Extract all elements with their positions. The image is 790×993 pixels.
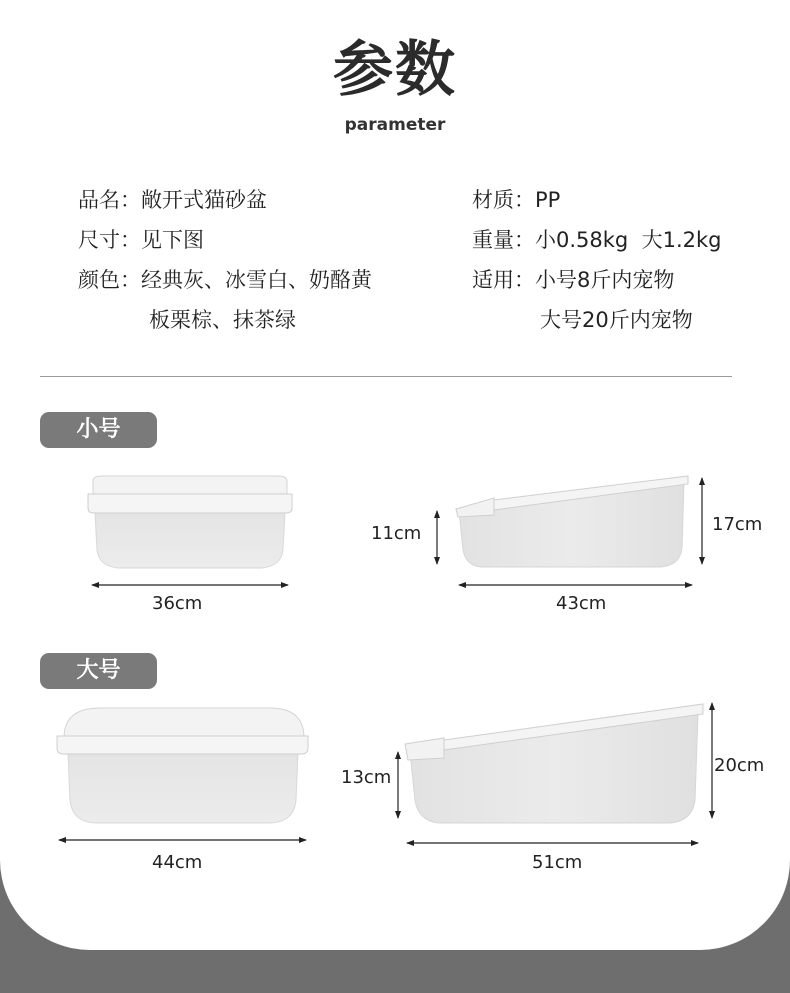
large-side-low-height-label: 13cm <box>341 767 392 788</box>
badge-small: 小号 <box>40 412 157 448</box>
spec-weight-label: 重量： <box>472 228 535 252</box>
large-side-length-label: 51cm <box>532 852 583 873</box>
small-front-box-illustration <box>88 476 292 568</box>
spec-use-value-line2: 大号20斤内宠物 <box>540 308 693 332</box>
spec-color-value: 经典灰、冰雪白、奶酪黄 <box>141 268 372 292</box>
page-subtitle: parameter <box>344 115 446 135</box>
large-side-box-illustration <box>405 704 703 823</box>
badge-large: 大号 <box>40 653 157 689</box>
small-side-high-height-label: 17cm <box>712 514 763 535</box>
spec-use-value: 小号8斤内宠物 <box>535 268 675 292</box>
large-side-high-height-label: 20cm <box>714 755 765 776</box>
small-front-width-label: 36cm <box>152 593 203 614</box>
small-side-length-label: 43cm <box>556 593 607 614</box>
spec-material-value: PP <box>535 188 561 212</box>
spec-size-value: 见下图 <box>141 228 204 252</box>
spec-material-label: 材质： <box>472 188 535 212</box>
spec-use-label: 适用： <box>472 268 535 292</box>
large-front-box-illustration <box>57 708 308 823</box>
spec-name-label: 品名： <box>78 188 141 212</box>
page-title: 参数 <box>333 35 457 105</box>
small-side-low-height-label: 11cm <box>371 523 422 544</box>
small-side-box-illustration <box>456 476 688 567</box>
spec-weight-value: 小0.58kg 大1.2kg <box>535 228 722 252</box>
spec-name-value: 敞开式猫砂盆 <box>141 188 267 212</box>
large-front-width-label: 44cm <box>152 852 203 873</box>
spec-size-label: 尺寸： <box>78 228 141 252</box>
spec-color-label: 颜色： <box>78 268 141 292</box>
spec-color-value-line2: 板栗棕、抹茶绿 <box>149 308 296 332</box>
